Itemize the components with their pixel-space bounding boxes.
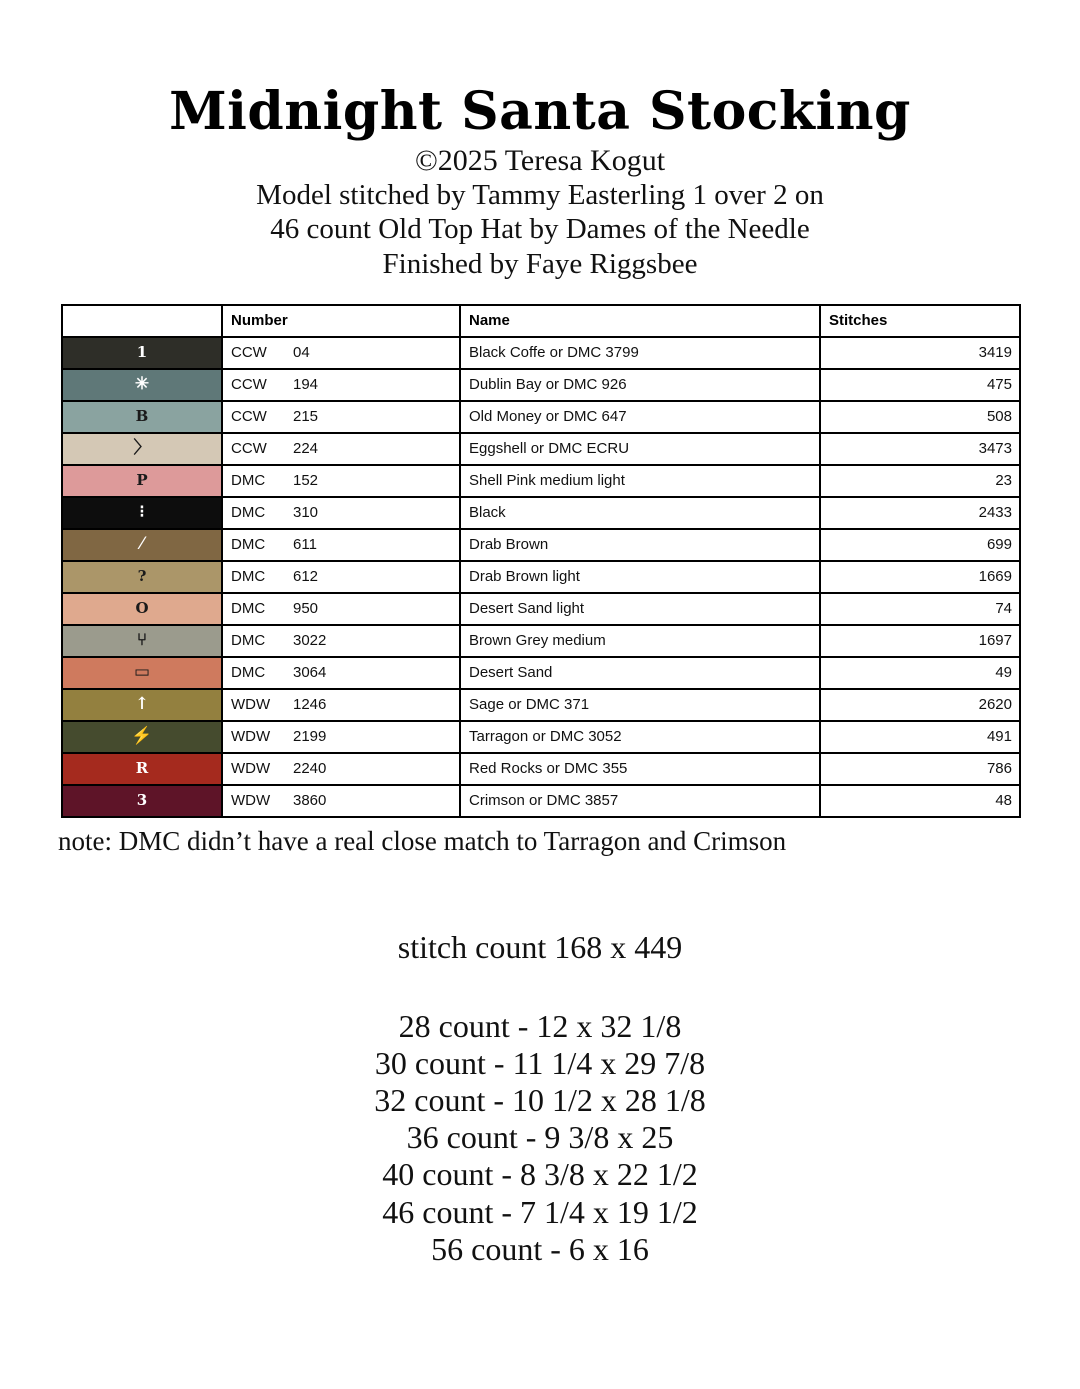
color-swatch xyxy=(63,690,221,720)
color-swatch xyxy=(63,786,221,816)
floss-code: 224 xyxy=(293,440,319,458)
floss-name: Black Coffe or DMC 3799 xyxy=(469,344,639,362)
floss-brand: DMC xyxy=(231,472,266,490)
floss-brand: WDW xyxy=(231,760,271,778)
floss-name-cell xyxy=(460,689,820,721)
floss-code: 612 xyxy=(293,568,319,586)
color-swatch xyxy=(63,338,221,368)
floss-name-cell xyxy=(460,625,820,657)
color-swatch-cell xyxy=(62,529,222,561)
color-swatch-cell xyxy=(62,721,222,753)
color-swatch xyxy=(63,562,221,592)
table-row xyxy=(62,433,1020,465)
stitch-count-value: 74 xyxy=(995,600,1012,618)
letter-r-symbol: R xyxy=(135,759,149,778)
floss-brand: CCW xyxy=(231,440,267,458)
floss-brand: CCW xyxy=(231,408,267,426)
color-swatch xyxy=(63,466,221,496)
floss-name-cell xyxy=(460,465,820,497)
floss-number-cell xyxy=(222,561,460,593)
fabric-size-line: 30 count - 11 1/4 x 29 7/8 xyxy=(374,1045,706,1082)
table-row xyxy=(62,465,1020,497)
copyright-line: ©2025 Teresa Kogut xyxy=(414,144,666,177)
color-swatch xyxy=(63,434,221,464)
stitch-count-value: 508 xyxy=(986,408,1012,426)
floss-name: Drab Brown light xyxy=(469,568,580,586)
up-arrow-symbol: ↑ xyxy=(134,694,150,715)
floss-name-cell xyxy=(460,433,820,465)
stitch-count-cell xyxy=(820,433,1020,465)
stitch-count-value: 48 xyxy=(995,792,1012,810)
floss-name-cell xyxy=(460,529,820,561)
color-swatch xyxy=(63,658,221,688)
stitch-count-cell xyxy=(820,753,1020,785)
letter-p-symbol: P xyxy=(136,471,148,490)
document-header xyxy=(0,0,1080,282)
floss-name: Eggshell or DMC ECRU xyxy=(469,440,630,458)
floss-brand: CCW xyxy=(231,376,267,394)
table-row xyxy=(62,497,1020,529)
table-row xyxy=(62,337,1020,369)
floss-code: 3022 xyxy=(293,632,327,650)
floss-number-cell xyxy=(222,657,460,689)
floss-number-cell xyxy=(222,625,460,657)
floss-brand: DMC xyxy=(231,600,266,618)
floss-brand: WDW xyxy=(231,792,271,810)
floss-code: 3860 xyxy=(293,792,327,810)
fabric-size-line: 56 count - 6 x 16 xyxy=(431,1230,649,1267)
floss-number-cell xyxy=(222,721,460,753)
table-row xyxy=(62,785,1020,817)
stitch-count-cell xyxy=(820,785,1020,817)
color-swatch-cell xyxy=(62,561,222,593)
floss-name: Desert Sand light xyxy=(469,600,585,618)
table-row xyxy=(62,561,1020,593)
stitch-count-cell xyxy=(820,337,1020,369)
floss-number-cell xyxy=(222,689,460,721)
fabric-size-line: 40 count - 8 3/8 x 22 1/2 xyxy=(382,1156,698,1193)
floss-number-cell xyxy=(222,593,460,625)
floss-number-cell xyxy=(222,497,460,529)
stitch-count-cell xyxy=(820,721,1020,753)
stitch-count-value: 23 xyxy=(995,472,1012,490)
floss-brand: DMC xyxy=(231,568,266,586)
floss-number-cell xyxy=(222,465,460,497)
floss-name: Brown Grey medium xyxy=(469,632,606,650)
stitch-count-value: 2433 xyxy=(978,504,1012,522)
stitch-count-cell xyxy=(820,529,1020,561)
stitch-count-value: 491 xyxy=(986,728,1012,746)
floss-code: 3064 xyxy=(293,664,327,682)
rectangle-outline-symbol: ▭ xyxy=(133,662,151,683)
letter-o-symbol: O xyxy=(135,599,149,618)
stitch-count-value: 1697 xyxy=(978,632,1012,650)
floss-code: 2240 xyxy=(293,760,327,778)
floss-name: Tarragon or DMC 3052 xyxy=(469,728,622,746)
floss-name: Desert Sand xyxy=(469,664,553,682)
floss-code: 2199 xyxy=(293,728,327,746)
color-swatch-cell xyxy=(62,785,222,817)
floss-code: 1246 xyxy=(293,696,327,714)
stitch-count-value: 699 xyxy=(986,536,1012,554)
floss-brand: DMC xyxy=(231,632,266,650)
floss-table-container xyxy=(61,304,1019,818)
color-swatch-cell xyxy=(62,657,222,689)
fabric-size-line: 46 count - 7 1/4 x 19 1/2 xyxy=(382,1193,698,1230)
column-header-name: Name xyxy=(460,305,820,337)
column-header-number: Number xyxy=(222,305,460,337)
floss-code: 152 xyxy=(293,472,319,490)
floss-number-cell xyxy=(222,785,460,817)
floss-name: Black xyxy=(469,504,506,522)
digit-three-symbol: 3 xyxy=(136,791,148,810)
floss-code: 04 xyxy=(293,344,310,362)
floss-name-cell xyxy=(460,369,820,401)
greater-than-symbol: 〉 xyxy=(133,438,151,459)
dotted-slash-symbol: ⁄ xyxy=(140,534,144,555)
floss-code: 215 xyxy=(293,408,319,426)
digit-one-symbol: 1 xyxy=(136,343,148,362)
credit-line-2: 46 count Old Top Hat by Dames of the Needle xyxy=(270,213,810,246)
color-swatch xyxy=(63,626,221,656)
floss-name: Dublin Bay or DMC 926 xyxy=(469,376,627,394)
floss-number-cell xyxy=(222,369,460,401)
stitch-count-value: 49 xyxy=(995,664,1012,682)
color-swatch xyxy=(63,402,221,432)
table-row xyxy=(62,401,1020,433)
credit-line-1: Model stitched by Tammy Easterling 1 over 2 on xyxy=(256,178,824,211)
floss-number-cell xyxy=(222,433,460,465)
asterisk-star-symbol: ✳ xyxy=(134,374,150,395)
table-row xyxy=(62,529,1020,561)
trident-symbol: ⑂ xyxy=(136,630,148,651)
floss-brand: DMC xyxy=(231,536,266,554)
credit-line-3: Finished by Faye Riggsbee xyxy=(382,248,698,281)
floss-brand: WDW xyxy=(231,728,271,746)
floss-name: Shell Pink medium light xyxy=(469,472,625,490)
floss-name-cell xyxy=(460,497,820,529)
color-swatch-cell xyxy=(62,753,222,785)
color-swatch xyxy=(63,594,221,624)
color-swatch-cell xyxy=(62,337,222,369)
color-swatch xyxy=(63,498,221,528)
stitch-count-cell xyxy=(820,625,1020,657)
stitch-count-cell xyxy=(820,689,1020,721)
color-swatch-cell xyxy=(62,433,222,465)
floss-name-cell xyxy=(460,337,820,369)
floss-name-cell xyxy=(460,401,820,433)
floss-name-cell xyxy=(460,785,820,817)
floss-number-cell xyxy=(222,401,460,433)
floss-name: Old Money or DMC 647 xyxy=(469,408,627,426)
stitch-count-cell xyxy=(820,465,1020,497)
stitch-count-cell xyxy=(820,369,1020,401)
table-row xyxy=(62,369,1020,401)
floss-name: Crimson or DMC 3857 xyxy=(469,792,619,810)
floss-name-cell xyxy=(460,721,820,753)
color-swatch xyxy=(63,530,221,560)
fabric-size-line: 28 count - 12 x 32 1/8 xyxy=(398,1007,682,1044)
stitch-count-cell xyxy=(820,593,1020,625)
floss-name-cell xyxy=(460,561,820,593)
fabric-size-line: 36 count - 9 3/8 x 25 xyxy=(406,1119,674,1156)
stitch-count-cell xyxy=(820,497,1020,529)
color-swatch-cell xyxy=(62,593,222,625)
floss-code: 611 xyxy=(293,536,317,554)
table-header-row xyxy=(62,305,1020,337)
column-header-stitches: Stitches xyxy=(820,305,1020,337)
floss-brand: WDW xyxy=(231,696,271,714)
table-row xyxy=(62,753,1020,785)
color-swatch-cell xyxy=(62,369,222,401)
stitch-count-cell xyxy=(820,401,1020,433)
stitch-count-value: 3473 xyxy=(978,440,1012,458)
stitch-count-line: stitch count 168 x 449 xyxy=(397,928,683,965)
floss-name-cell xyxy=(460,593,820,625)
page-title: Midnight Santa Stocking xyxy=(169,81,911,142)
color-swatch-cell xyxy=(62,497,222,529)
floss-number-cell xyxy=(222,529,460,561)
stitch-count-value: 3419 xyxy=(978,344,1012,362)
table-row xyxy=(62,625,1020,657)
color-swatch-cell xyxy=(62,689,222,721)
color-swatch xyxy=(63,754,221,784)
color-swatch-cell xyxy=(62,401,222,433)
color-swatch-cell xyxy=(62,465,222,497)
floss-code: 194 xyxy=(293,376,319,394)
floss-brand: DMC xyxy=(231,504,266,522)
color-swatch-cell xyxy=(62,625,222,657)
stitch-count-cell xyxy=(820,561,1020,593)
fabric-size-list xyxy=(0,1008,1080,1268)
dmc-match-note: note: DMC didn’t have a real close match to Tarragon and Crimson xyxy=(58,825,787,856)
table-row xyxy=(62,689,1020,721)
floss-table-body xyxy=(62,337,1020,817)
floss-name: Drab Brown xyxy=(469,536,549,554)
fabric-size-line: 32 count - 10 1/2 x 28 1/8 xyxy=(374,1082,706,1119)
table-row xyxy=(62,721,1020,753)
floss-number-cell xyxy=(222,337,460,369)
square-colon-symbol: ⁝ xyxy=(139,502,145,523)
stitch-count-value: 475 xyxy=(986,376,1012,394)
table-row xyxy=(62,593,1020,625)
stitch-count-value: 786 xyxy=(986,760,1012,778)
floss-brand: CCW xyxy=(231,344,267,362)
question-mark-symbol: ? xyxy=(137,567,147,586)
stitch-count-value: 1669 xyxy=(978,568,1012,586)
color-swatch xyxy=(63,722,221,752)
stitch-count-cell xyxy=(820,657,1020,689)
floss-code: 310 xyxy=(293,504,319,522)
size-chart-section xyxy=(0,929,1080,1268)
color-swatch xyxy=(63,370,221,400)
column-header-swatch xyxy=(62,305,222,337)
floss-name-cell xyxy=(460,753,820,785)
lightning-bolt-symbol: ⚡ xyxy=(131,726,153,747)
floss-name: Red Rocks or DMC 355 xyxy=(469,760,628,778)
letter-b-symbol: B xyxy=(135,407,149,426)
floss-name-cell xyxy=(460,657,820,689)
floss-legend-table xyxy=(61,304,1021,818)
floss-number-cell xyxy=(222,753,460,785)
stitch-count-value: 2620 xyxy=(978,696,1012,714)
floss-code: 950 xyxy=(293,600,319,618)
floss-name: Sage or DMC 371 xyxy=(469,696,590,714)
floss-brand: DMC xyxy=(231,664,266,682)
table-row xyxy=(62,657,1020,689)
